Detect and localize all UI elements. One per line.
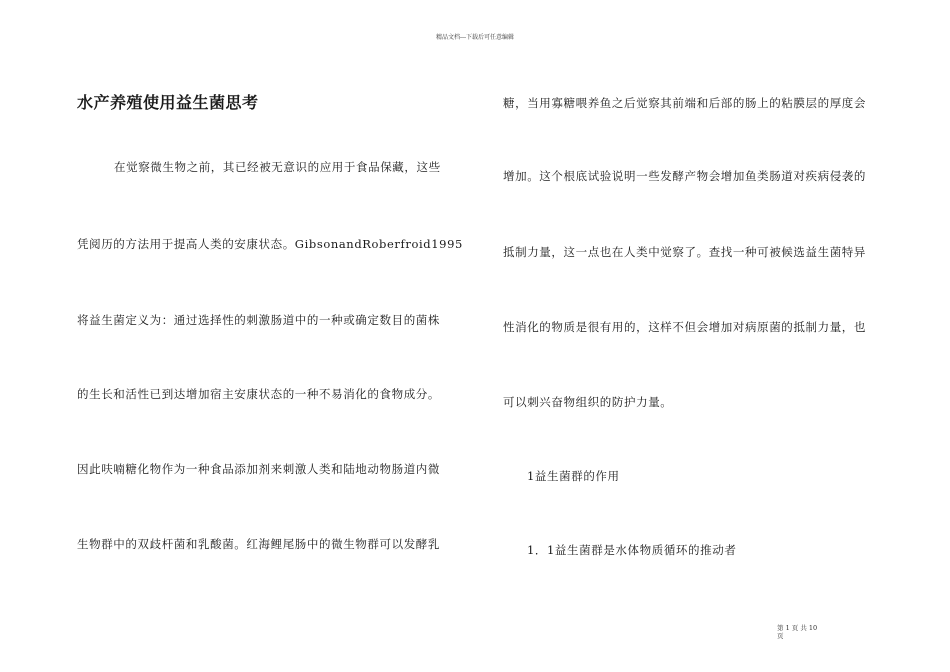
paragraph-line: 性消化的物质是很有用的，这样不但会增加对病原菌的抵制力量，也 (503, 320, 866, 334)
subsection-heading: 1．1益生菌群是水体物质循环的推动者 (527, 543, 737, 557)
paragraph-line: 凭阅历的方法用于提高人类的安康状态。GibsonandRoberfroid1995 (77, 237, 463, 251)
paragraph-line: 可以刺兴奋物组织的防护力量。 (503, 395, 673, 409)
paragraph-line: 生物群中的双歧杆菌和乳酸菌。红海鲤尾肠中的微生物群可以发酵乳 (77, 537, 440, 551)
paragraph-line: 增加。这个根底试验说明一些发酵产物会增加鱼类肠道对疾病侵袭的 (503, 169, 866, 183)
paragraph-line: 的生长和活性已到达增加宿主安康状态的一种不易消化的食物成分。 (77, 387, 440, 401)
page-number (777, 624, 817, 640)
document-title: 水产养殖使用益生菌思考 (77, 93, 259, 112)
page-number-line: 第 1 页 共 10 (777, 624, 818, 632)
page-number-line: 页 (777, 632, 784, 640)
paragraph-line: 因此呋喃糖化物作为一种食品添加剂来刺激人类和陆地动物肠道内微 (77, 462, 440, 476)
paragraph-line: 糖，当用寡糖喂养鱼之后觉察其前端和后部的肠上的粘膜层的厚度会 (503, 96, 866, 110)
section-heading: 1益生菌群的作用 (527, 469, 620, 483)
paragraph-line: 抵制力量，这一点也在人类中觉察了。查找一种可被候选益生菌特异 (503, 245, 866, 259)
paragraph-line: 将益生菌定义为：通过选择性的刺激肠道中的一种或确定数目的菌株 (77, 313, 440, 327)
header-note: 精品文档---下载后可任意编辑 (435, 34, 515, 41)
paragraph-line: 在觉察微生物之前，其已经被无意识的应用于食品保藏，这些 (114, 160, 441, 174)
